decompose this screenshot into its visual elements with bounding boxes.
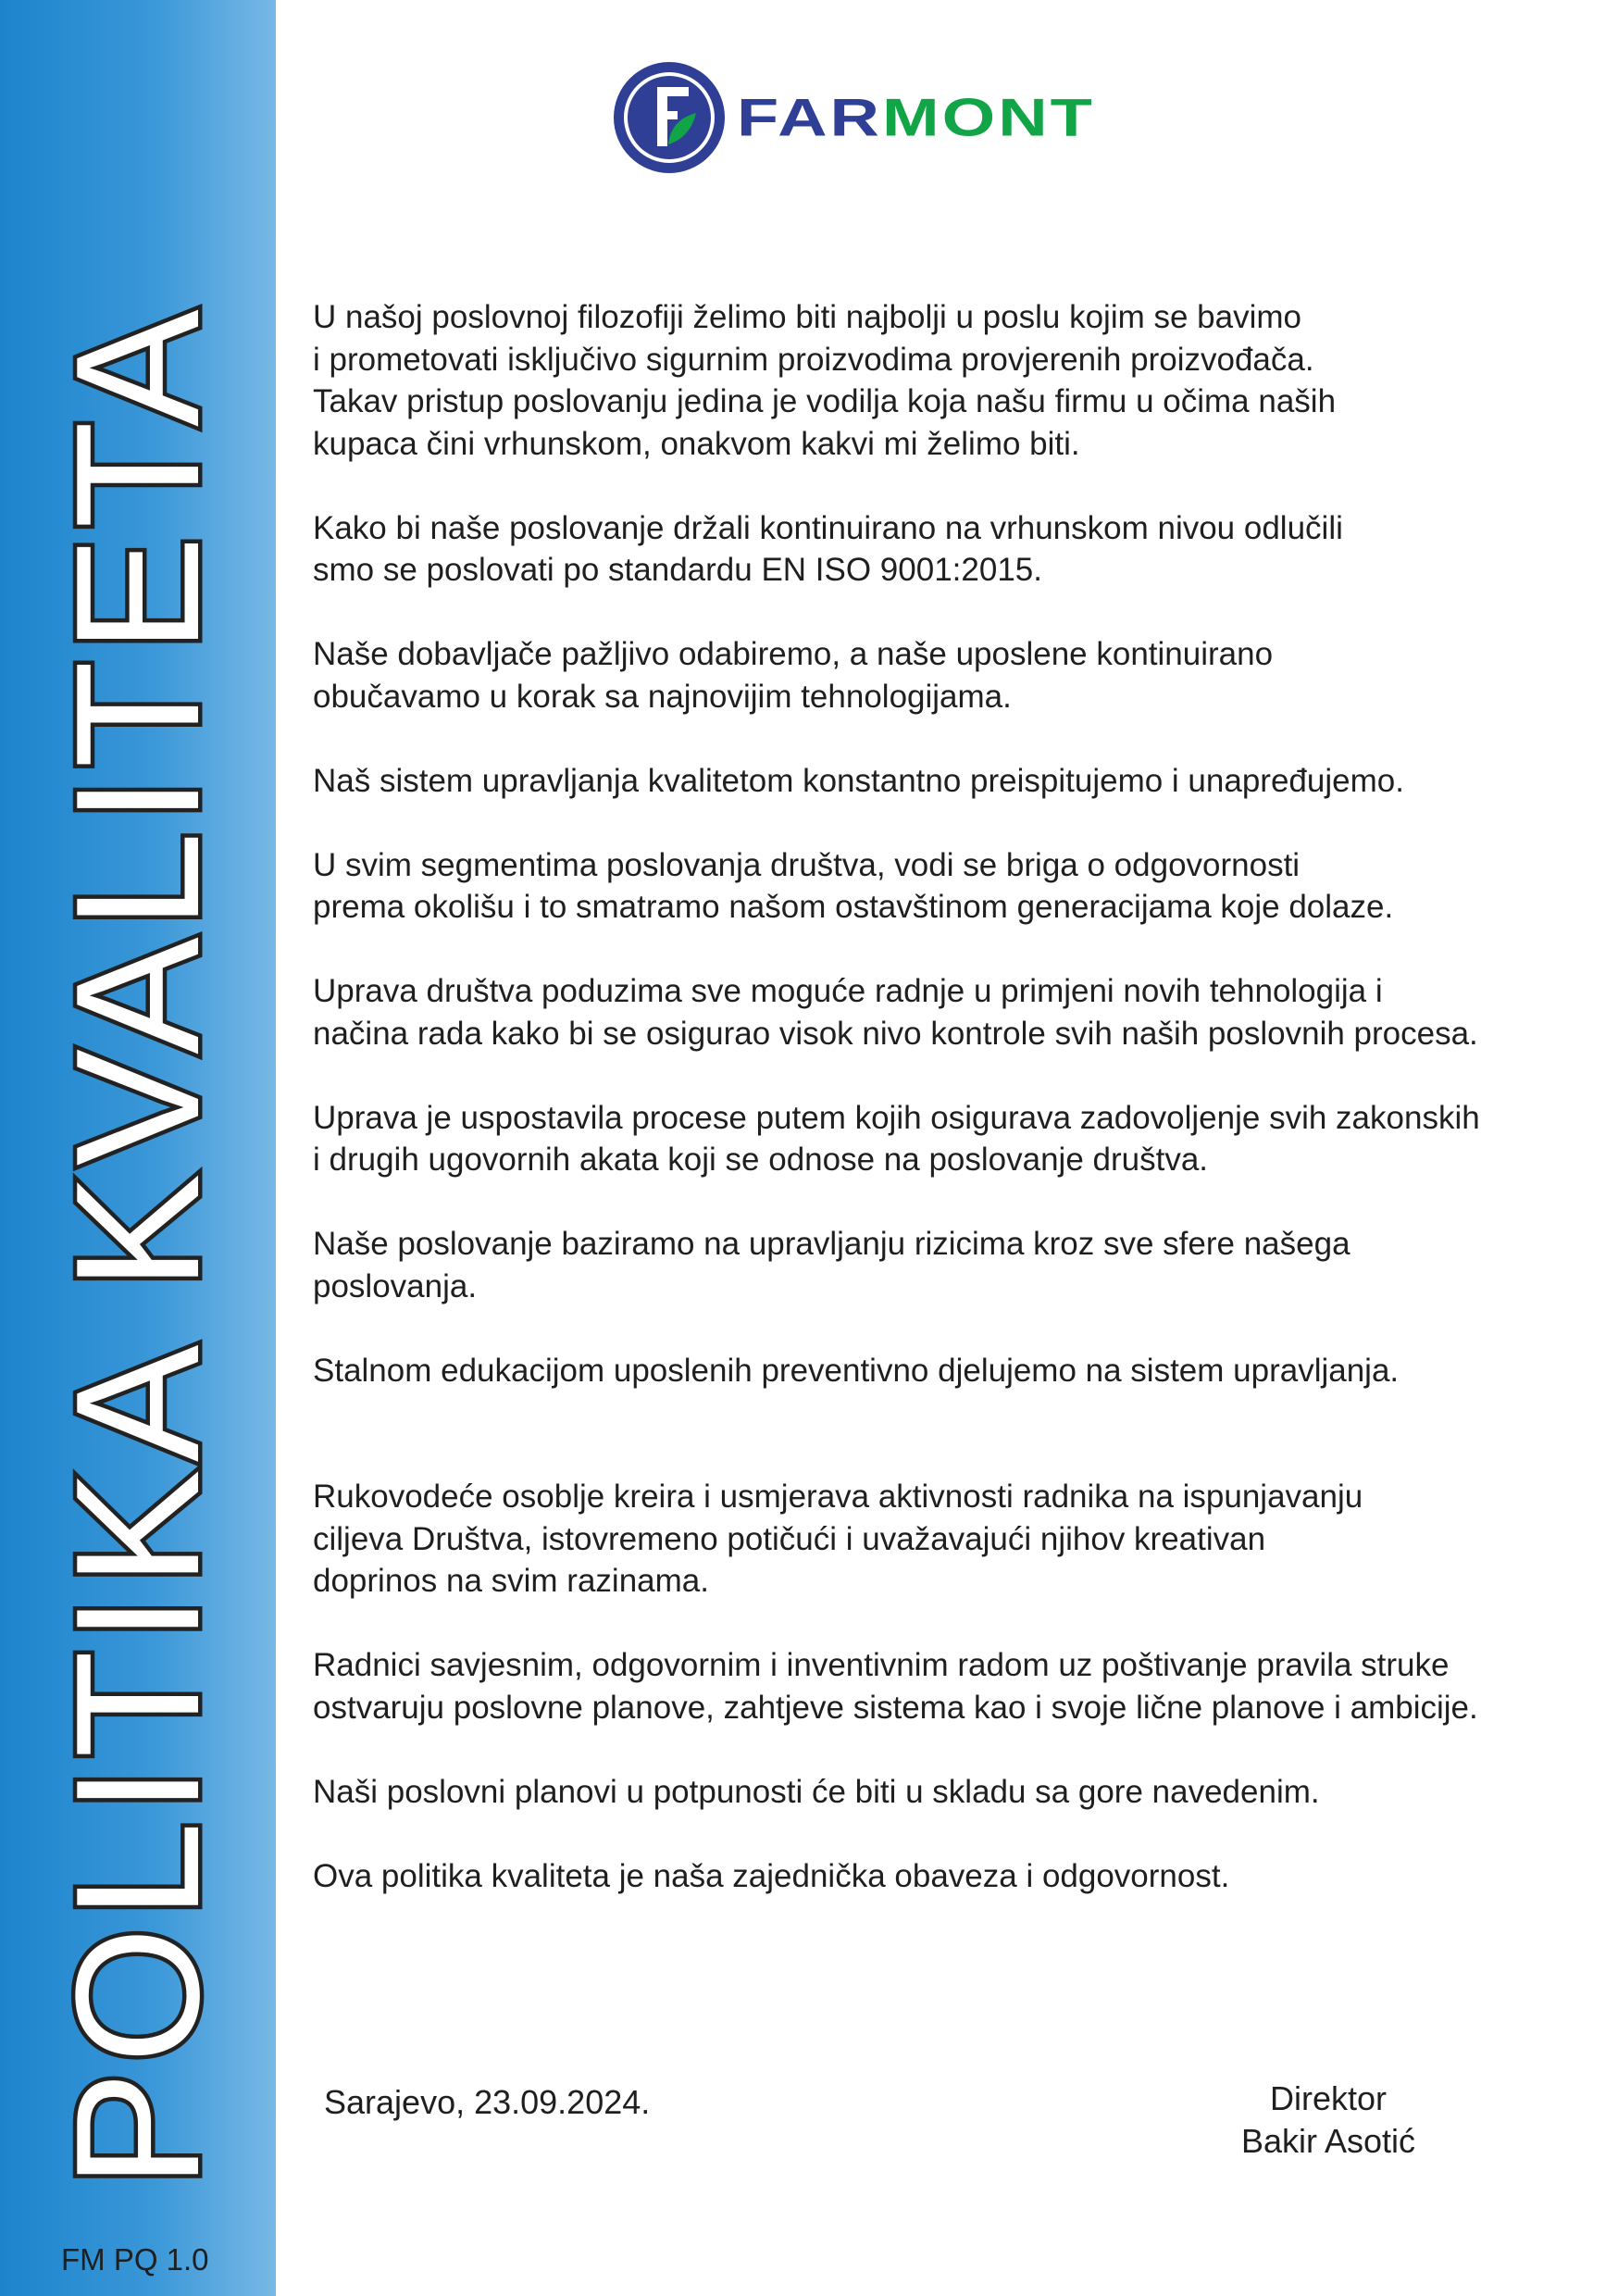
text-line: Stalnom edukacijom uposlenih preventivno djelujemo na sistem upravljanja. xyxy=(313,1352,1400,1389)
company-logo xyxy=(611,57,1095,178)
policy-text xyxy=(313,296,1590,1897)
paragraph-10 xyxy=(313,1476,1590,1603)
text-line: obučavamo u korak sa najnovijim tehnologijama. xyxy=(313,678,1012,715)
place-and-date: Sarajevo, 23.09.2024. xyxy=(324,2083,651,2121)
text-line: Uprava je uspostavila procese putem kojih osigurava zadovoljenje svih zakonskih xyxy=(313,1099,1480,1136)
logo-word-mont: MONT xyxy=(882,87,1095,147)
signer-name: Bakir Asotić xyxy=(1240,2122,1416,2160)
farmont-emblem-icon xyxy=(611,59,728,176)
text-line: smo se poslovati po standardu EN ISO 9001:2015. xyxy=(313,552,1042,588)
text-line: U našoj poslovnoj filozofiji želimo biti najbolji u poslu kojim se bavimo xyxy=(313,299,1301,335)
paragraph-4 xyxy=(313,760,1590,803)
signer-title: Direktor xyxy=(1269,2079,1388,2117)
sidebar-title-wrap xyxy=(0,0,276,2296)
text-line: Rukovodeće osoblje kreira i usmjerava aktivnosti radnika na ispunjavanju xyxy=(313,1479,1363,1515)
text-line: prema okolišu i to smatramo našom ostavštinom generacijama koje dolaze. xyxy=(313,889,1394,925)
paragraph-11 xyxy=(313,1644,1590,1728)
signature-block xyxy=(1203,2078,1453,2163)
paragraph-2 xyxy=(313,507,1590,592)
paragraph-7 xyxy=(313,1097,1590,1181)
text-line: načina rada kako bi se osigurao visok nivo kontrole svih naših poslovnih procesa. xyxy=(313,1015,1478,1052)
text-line: Radnici savjesnim, odgovornim i inventivnim radom uz poštivanje pravila struke xyxy=(313,1647,1450,1683)
paragraph-3 xyxy=(313,633,1590,718)
text-line: ciljeva Društva, istovremeno potičući i uvažavajući njihov kreativan xyxy=(313,1520,1266,1557)
paragraph-6 xyxy=(313,970,1590,1054)
paragraph-9 xyxy=(313,1350,1590,1392)
document-code: FM PQ 1.0 xyxy=(61,2242,209,2277)
text-line: Ova politika kvaliteta je naša zajednička obaveza i odgovornost. xyxy=(313,1857,1230,1894)
text-line: Naši poslovni planovi u potpunosti će biti u skladu sa gore navedenim. xyxy=(313,1773,1320,1810)
sidebar-title: POLITIKA KVALITETA xyxy=(40,302,236,2189)
paragraph-13 xyxy=(313,1855,1590,1898)
sidebar-band xyxy=(0,0,276,2296)
paragraph-8 xyxy=(313,1223,1590,1307)
text-line: Naš sistem upravljanja kvalitetom konstantno preispitujemo i unapređujemo. xyxy=(313,762,1404,799)
text-line: Naše dobavljače pažljivo odabiremo, a naše uposlene kontinuirano xyxy=(313,636,1274,672)
text-line: Takav pristup poslovanju jedina je vodilja koja našu firmu u očima naših xyxy=(313,383,1337,419)
text-line: ostvaruju poslovne planove, zahtjeve sistema kao i svoje lične planove i ambicije. xyxy=(313,1689,1478,1726)
text-line: doprinos na svim razinama. xyxy=(313,1563,709,1599)
paragraph-5 xyxy=(313,844,1590,929)
text-line: i prometovati isključivo sigurnim proizvodima provjerenih proizvođača. xyxy=(313,341,1314,378)
text-line: kupaca čini vrhunskom, onakvom kakvi mi želimo biti. xyxy=(313,425,1080,462)
logo-wordmark xyxy=(737,87,1095,147)
text-line: i drugih ugovornih akata koji se odnose na poslovanje društva. xyxy=(313,1142,1209,1178)
paragraph-1 xyxy=(313,296,1590,465)
text-line: U svim segmentima poslovanja društva, vodi se briga o odgovornosti xyxy=(313,846,1301,883)
paragraph-12 xyxy=(313,1771,1590,1814)
text-line: poslovanja. xyxy=(313,1267,478,1304)
text-line: Naše poslovanje baziramo na upravljanju rizicima kroz sve sfere našega xyxy=(313,1226,1350,1262)
text-line: Kako bi naše poslovanje držali kontinuirano na vrhunskom nivou odlučili xyxy=(313,509,1343,546)
logo-word-far: FAR xyxy=(737,87,882,147)
text-line: Uprava društva poduzima sve moguće radnje u primjeni novih tehnologija i xyxy=(313,973,1383,1009)
